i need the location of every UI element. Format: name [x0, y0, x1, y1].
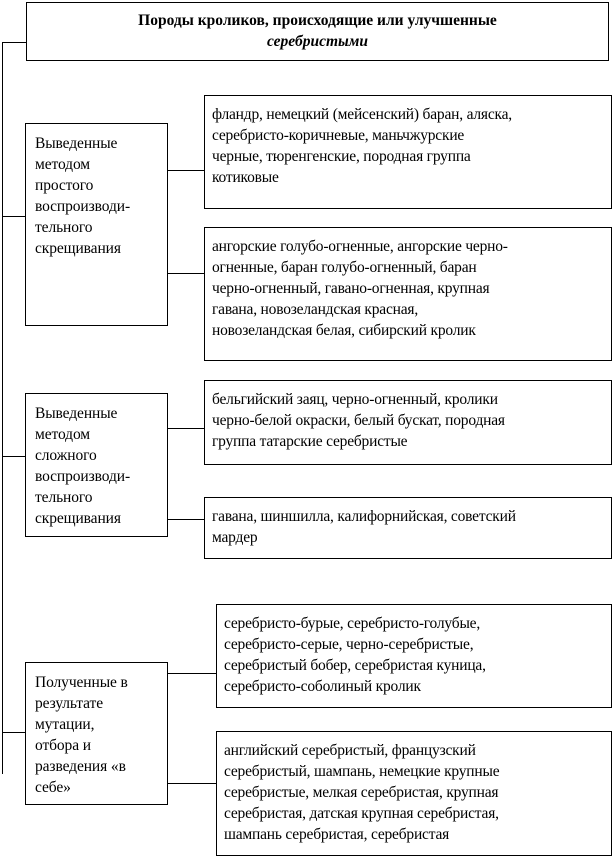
breed-line: серебристо-бурые, серебристо-голубые, [224, 615, 481, 632]
main-trunk-line [2, 42, 3, 774]
category-label-line: разведения «в [35, 758, 126, 775]
category-label-line: мутации, [35, 716, 95, 733]
category-3-connector [2, 732, 25, 733]
group-3-2-connector [168, 783, 216, 784]
breed-line: группа татарские серебристые [212, 433, 408, 450]
category-complex-crossbreeding [25, 393, 168, 537]
breed-line: серебристо-коричневые, маньчжурские [212, 127, 465, 144]
category-label-line: воспроизводи- [35, 468, 130, 485]
category-label-line: воспроизводи- [35, 198, 130, 215]
breed-group-3-1 [216, 604, 612, 708]
breed-line: гавана, новозеландская красная, [212, 301, 419, 318]
breed-line: новозеландская белая, сибирский кролик [212, 322, 476, 339]
group-2-1-connector [168, 428, 204, 429]
group-2-2-connector [168, 519, 204, 520]
title-connector [2, 42, 26, 43]
category-label-line: методом [35, 156, 91, 173]
category-mutation-selection [25, 662, 168, 805]
group-3-1-connector [168, 673, 216, 674]
category-label-line: методом [35, 426, 91, 443]
breed-line: огненные, баран голубо-огненный, баран [212, 259, 477, 276]
breed-line: мардер [212, 529, 258, 546]
breed-line: серебристые, мелкая серебристая, крупная [224, 784, 499, 801]
category-label-line: Выведенные [35, 405, 118, 422]
breed-group-3-2 [216, 731, 612, 856]
breed-line: серебристо-соболиный кролик [224, 678, 421, 695]
category-label-line: скрещивания [35, 240, 121, 257]
breed-line: бельгийский заяц, черно-огненный, кролики [212, 391, 498, 408]
category-label-line: себе» [35, 779, 71, 796]
breed-line: гавана, шиншилла, калифорнийская, советский [212, 508, 516, 525]
group-1-1-connector [168, 170, 204, 171]
breed-line: шампань серебристая, серебристая [224, 826, 450, 843]
diagram-title [26, 2, 609, 61]
category-label-line: простого [35, 177, 94, 194]
category-label-line: скрещивания [35, 510, 121, 527]
category-simple-crossbreeding [25, 123, 168, 326]
breed-line: черно-огненный, гавано-огненная, крупная [212, 280, 490, 297]
breed-line: серебристый, шампань, немецкие крупные [224, 763, 500, 780]
breed-line: котиковые [212, 169, 279, 186]
breed-line: черные, тюренгенские, породная группа [212, 148, 471, 165]
category-1-connector [2, 216, 25, 217]
breed-line: серебристая, датская крупная серебристая, [224, 805, 499, 822]
category-2-connector [2, 456, 25, 457]
breed-group-2-1 [204, 380, 612, 465]
title-line-1: Породы кроликов, происходящие или улучшенные [138, 12, 497, 29]
breed-line: английский серебристый, французский [224, 742, 476, 759]
category-label-line: сложного [35, 447, 97, 464]
category-label-line: результате [35, 695, 103, 712]
category-label-line: Выведенные [35, 135, 118, 152]
category-label-line: тельного [35, 219, 93, 236]
category-label-line: тельного [35, 489, 93, 506]
title-line-2: серебристыми [266, 33, 368, 50]
breed-line: серебристо-серые, черно-серебристые, [224, 636, 474, 653]
breed-group-1-2 [204, 227, 612, 361]
breed-group-2-2 [204, 497, 612, 559]
breed-line: фландр, немецкий (мейсенский) баран, аляска, [212, 106, 512, 123]
group-1-2-connector [168, 273, 204, 274]
breed-line: серебристый бобер, серебристая куница, [224, 657, 486, 674]
category-label-line: отбора и [35, 737, 91, 754]
breed-line: ангорские голубо-огненные, ангорские черно- [212, 238, 508, 255]
breed-line: черно-белой окраски, белый бускат, породная [212, 412, 505, 429]
breed-group-1-1 [204, 95, 612, 209]
category-label-line: Полученные в [35, 674, 128, 691]
